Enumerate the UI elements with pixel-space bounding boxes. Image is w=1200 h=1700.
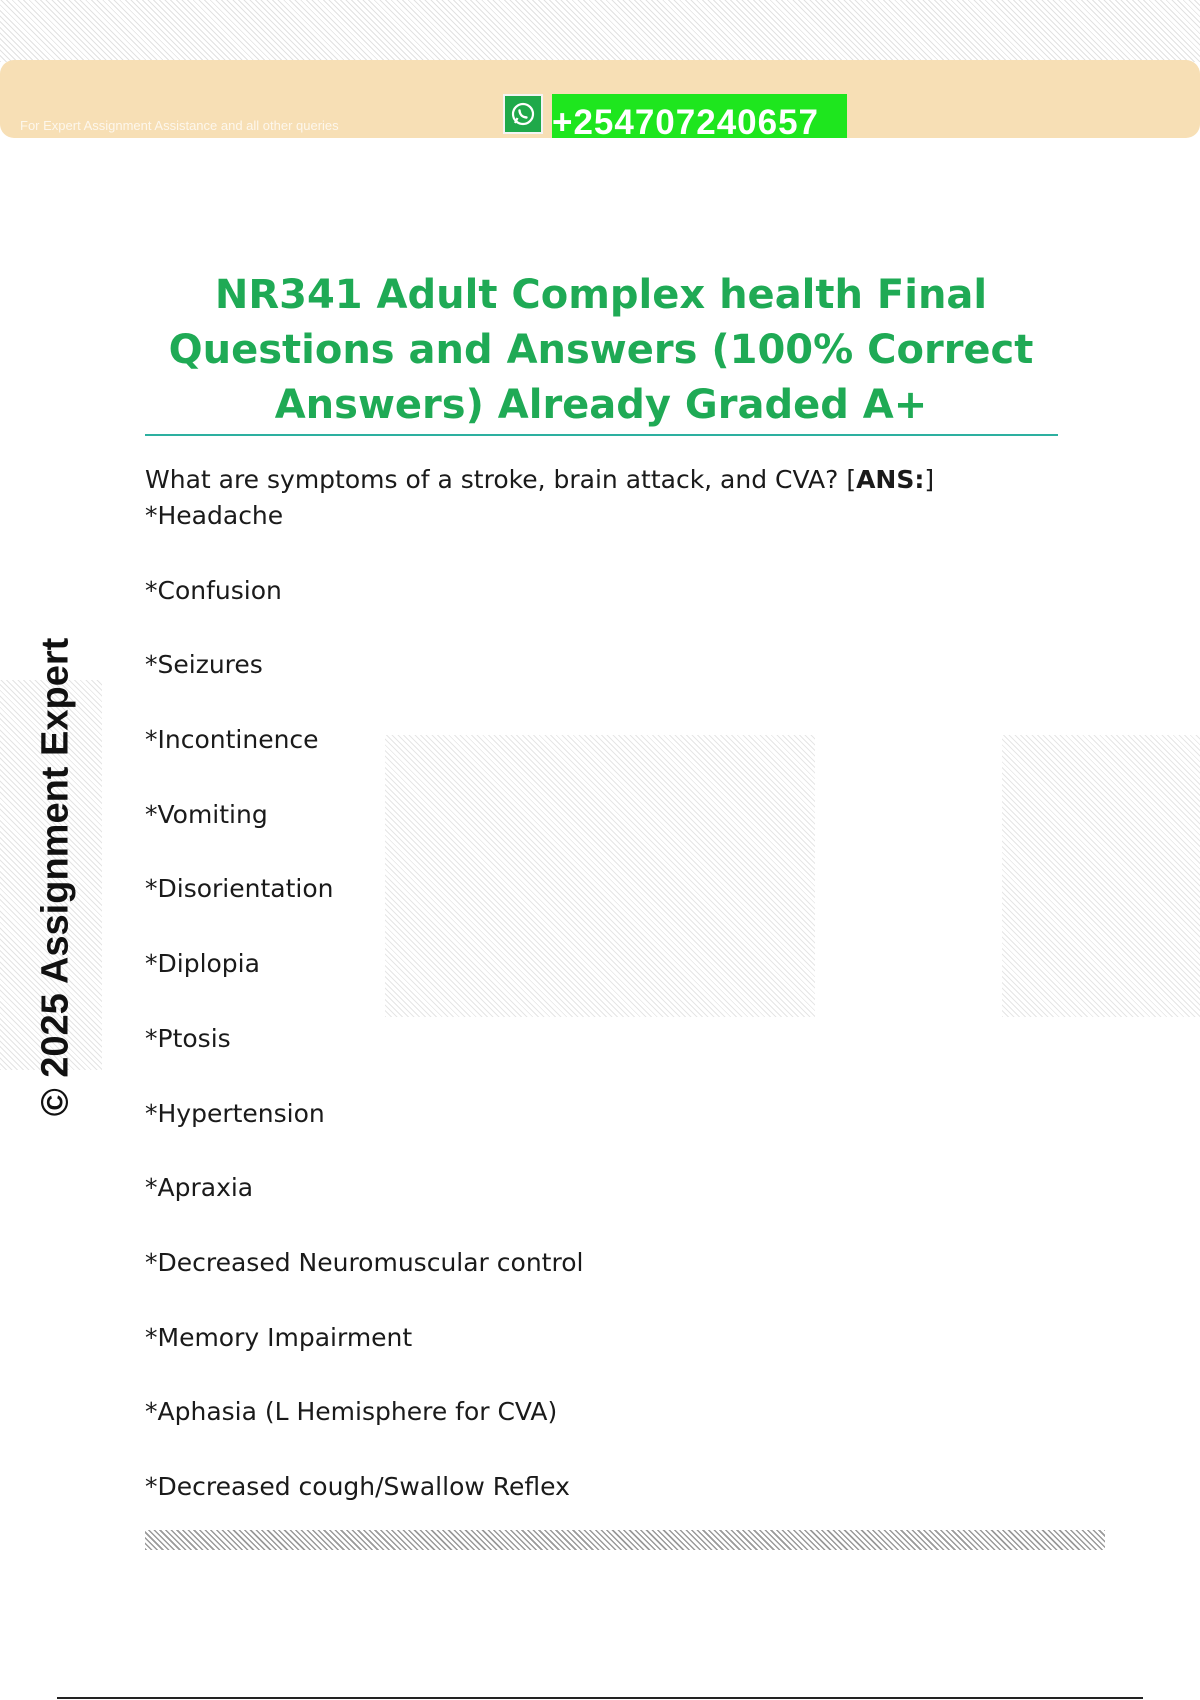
answer-item: *Memory Impairment [145, 1322, 413, 1352]
phone-number-box[interactable] [552, 94, 847, 138]
footer-rule [57, 1697, 1143, 1699]
answer-item: *Diplopia [145, 949, 260, 979]
answer-item: *Vomiting [145, 799, 268, 829]
copyright-watermark: © 2025 Assignment Expert [34, 637, 77, 1117]
ans-label: ANS: [856, 465, 925, 494]
answer-item: *Decreased Neuromuscular control [145, 1247, 584, 1277]
top-hatch-pattern [0, 0, 1200, 62]
answer-item: *Aphasia (L Hemisphere for CVA) [145, 1397, 558, 1427]
answer-item: *Headache [145, 501, 284, 530]
question-bracket-close: ] [924, 465, 935, 494]
whatsapp-icon[interactable] [503, 94, 543, 134]
answer-item: *Apraxia [145, 1173, 254, 1203]
answer-item: *Disorientation [145, 874, 334, 904]
document-title: NR341 Adult Complex health Final Questions and Answers (100% Correct Answers) Already Graded A+ [168, 272, 1034, 428]
answer-item: *Decreased cough/Swallow Reflex [145, 1471, 570, 1501]
answer-item: *Hypertension [145, 1098, 325, 1128]
answer-item: *Seizures [145, 650, 263, 680]
phone-number[interactable]: +254707240657 [552, 103, 820, 138]
question-text [145, 462, 934, 498]
answer-item: *Confusion [145, 575, 282, 605]
banner-faint-text: For Expert Assignment Assistance and all other queries [20, 118, 339, 133]
question-body: What are symptoms of a stroke, brain attack, and CVA? [ [145, 465, 857, 494]
answer-item: *Ptosis [145, 1023, 231, 1053]
contact-banner [0, 60, 1200, 138]
scan-hatch-region [1002, 735, 1200, 1017]
answer-item: *Incontinence [145, 725, 319, 755]
title-underline [145, 434, 1058, 436]
section-divider-hatch [145, 1530, 1105, 1550]
answer-list [145, 498, 583, 1544]
